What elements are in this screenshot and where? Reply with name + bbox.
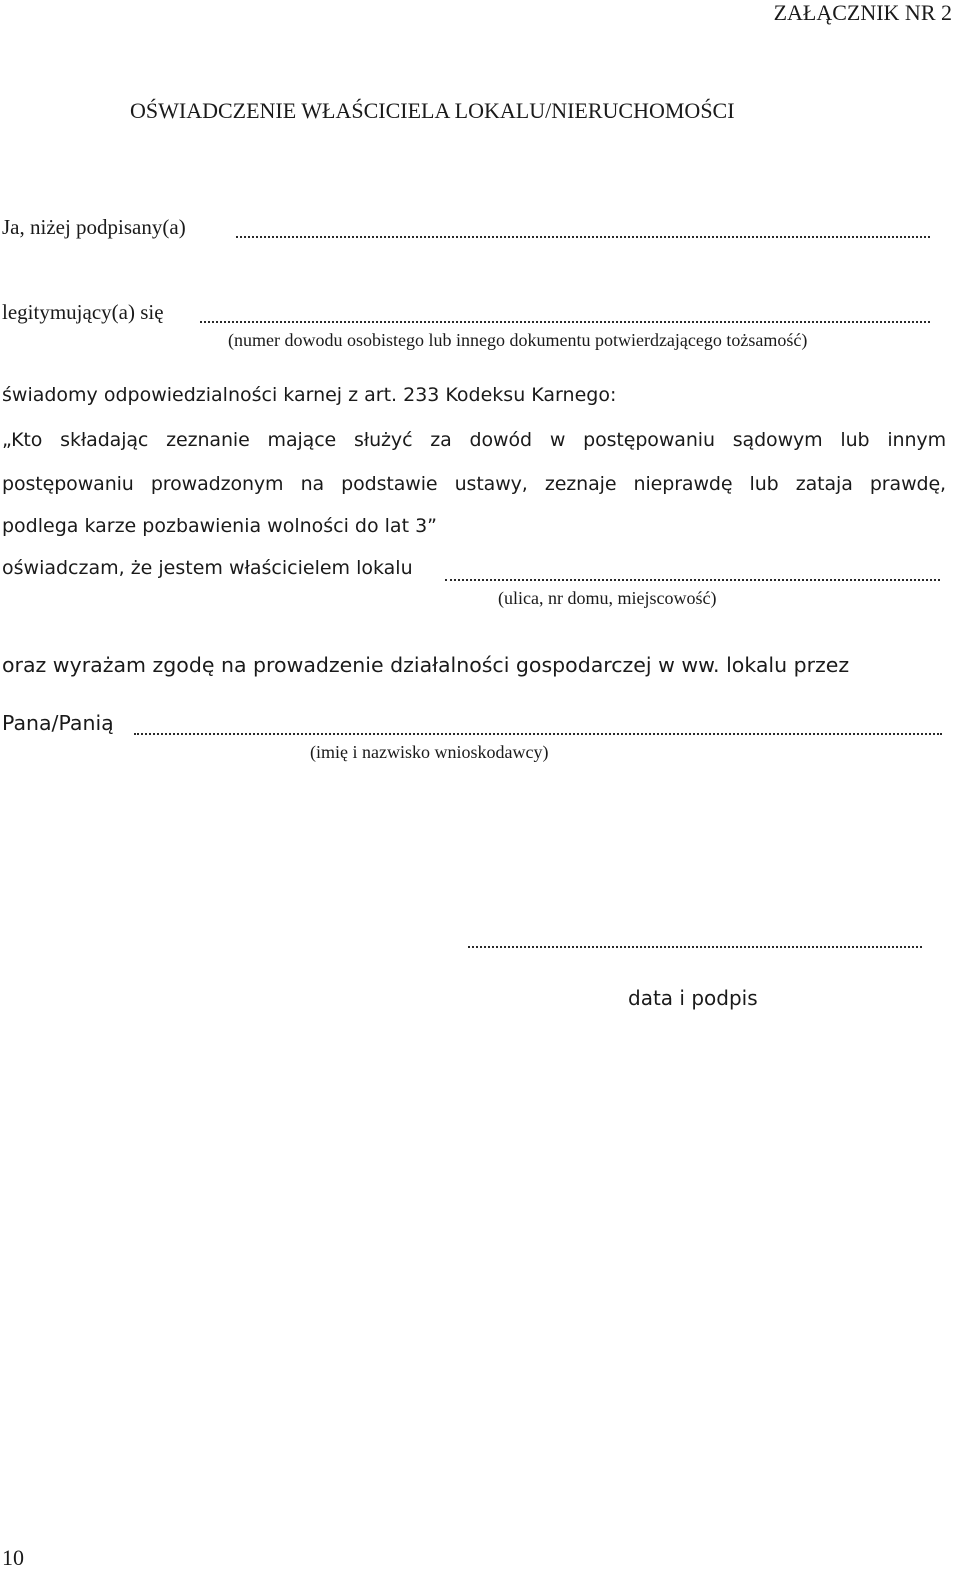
address-hint: (ulica, nr domu, miejscowość) <box>498 588 717 608</box>
address-field[interactable] <box>445 579 940 581</box>
person-hint: (imię i nazwisko wnioskodawcy) <box>310 742 549 762</box>
signature-field[interactable] <box>468 946 922 948</box>
owner-statement: oświadczam, że jestem właścicielem lokalu <box>2 557 413 579</box>
quote-line-2: postępowaniu prowadzonym na podstawie ustawy, zeznaje nieprawdę lub zataja prawdę, <box>2 473 946 495</box>
quote-line-3: podlega karze pozbawienia wolności do lat 3” <box>2 515 437 537</box>
page-number: 10 <box>2 1545 24 1570</box>
id-hint: (numer dowodu osobistego lub innego dokumentu potwierdzającego tożsamość) <box>228 330 808 350</box>
consent-statement: oraz wyrażam zgodę na prowadzenie działalności gospodarczej w ww. lokalu przez <box>2 653 850 677</box>
signed-label: Ja, niżej podpisany(a) <box>2 215 186 239</box>
document-title: OŚWIADCZENIE WŁAŚCICIELA LOKALU/NIERUCHOMOŚCI <box>130 98 735 123</box>
signatory-name-field[interactable] <box>236 236 930 238</box>
id-number-field[interactable] <box>200 321 930 323</box>
person-label: Pana/Panią <box>2 711 114 735</box>
id-label: legitymujący(a) się <box>2 300 164 324</box>
signature-label: data i podpis <box>628 986 758 1010</box>
awareness-statement: świadomy odpowiedzialności karnej z art. 233 Kodeksu Karnego: <box>2 384 617 406</box>
attachment-label: ZAŁĄCZNIK NR 2 <box>773 0 952 25</box>
applicant-name-field[interactable] <box>134 733 942 735</box>
quote-line-1: „Kto składając zeznanie mające służyć za dowód w postępowaniu sądowym lub innym <box>2 429 946 451</box>
